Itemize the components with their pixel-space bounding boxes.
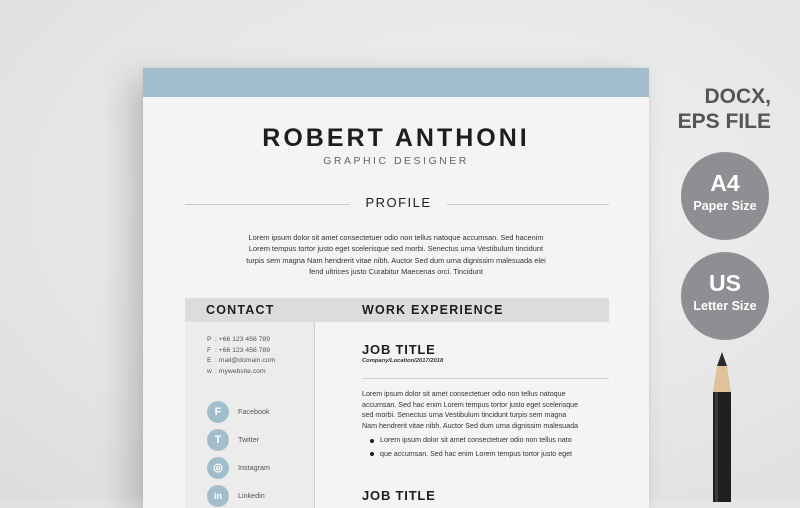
job-bullet: Lorem ipsum dolor sit amet consectetuer odio non tellus nato xyxy=(370,434,610,448)
job-bullets xyxy=(370,434,610,461)
contact-fax: F : +66 123 456 789 xyxy=(207,346,270,354)
twitter-icon: T xyxy=(207,429,229,451)
format-line: EPS FILE xyxy=(677,110,771,133)
social-label: Twitter xyxy=(238,435,260,444)
pencil-image xyxy=(706,352,738,502)
job-title: JOB TITLE xyxy=(362,342,436,357)
resume-page xyxy=(143,68,649,508)
badge-small-text: Paper Size xyxy=(693,199,757,213)
social-label: Facebook xyxy=(238,407,270,416)
contact-email: E : mail@domain.com xyxy=(207,357,276,365)
job-desc-line: Nam hendrerit vitae nibh. Auctor Sed dum urna dignissim malesuada xyxy=(362,421,579,430)
badge-big-text: US xyxy=(709,270,741,296)
divider-line xyxy=(447,204,609,205)
a4-paper-size-badge xyxy=(681,152,769,240)
profile-heading xyxy=(185,195,609,213)
contact-heading: CONTACT xyxy=(206,303,275,317)
linkedin-icon: in xyxy=(207,485,229,507)
contact-list xyxy=(207,335,275,377)
job-description xyxy=(362,389,612,431)
format-line: DOCX, xyxy=(704,85,771,108)
instagram-icon: ◎ xyxy=(207,457,229,479)
job-title: JOB TITLE xyxy=(362,488,436,503)
social-label: Instagram xyxy=(238,463,270,472)
contact-website: w : mywebsite.com xyxy=(207,367,266,375)
job-entry xyxy=(362,488,436,503)
resume-name: ROBERT ANTHONI xyxy=(262,124,530,152)
profile-line: Lorem ipsum dolor sit amet consectetuer odio non tellus natoque accumsan. Sed hacenim xyxy=(248,233,544,242)
job-desc-line: sed morbi. Senectus urna Vestibulum tincidunt turpis sem magna xyxy=(362,411,567,420)
profile-line: Lorem tempus tortor justo eget scelerisque sed morbi. Senectus urna Vestibulum tincidunt xyxy=(248,244,544,254)
job-subtitle: Company/Location/2017/2018 xyxy=(362,358,444,364)
pencil-wood xyxy=(713,366,731,392)
column-divider xyxy=(314,322,315,508)
profile-heading-text: PROFILE xyxy=(365,195,432,210)
pencil-tip xyxy=(717,352,727,366)
job-desc-line: Lorem ipsum dolor sit amet consectetuer odio non tellus natoque xyxy=(362,390,566,398)
facebook-icon: F xyxy=(207,401,229,423)
badge-small-text: Letter Size xyxy=(693,299,757,313)
job-desc-line: accumsan. Sed hac enim Lorem tempus tortor justo eget scelerisque xyxy=(362,400,579,409)
badge-big-text: A4 xyxy=(710,170,740,196)
profile-line: fend ultrices justo Curabitur Maecenas orci. Tincidunt xyxy=(309,267,483,277)
profile-text xyxy=(223,232,569,278)
social-label: Linkedin xyxy=(238,491,265,500)
resume-header-bar xyxy=(143,68,649,97)
pencil-highlight xyxy=(715,392,718,502)
profile-line: turpis sem magna Nam hendrerit vitae nibh. Auctor Sed dum urna dignissim malesuada elei xyxy=(246,255,546,265)
job-bullet: que accumsan. Sed hac enim Lorem tempus tortor justo eget xyxy=(370,448,610,462)
job-entry xyxy=(362,342,443,364)
us-letter-size-badge xyxy=(681,252,769,340)
contact-phone: P : +66 123 456 789 xyxy=(207,336,270,343)
job-divider xyxy=(362,378,609,379)
work-experience-heading: WORK EXPERIENCE xyxy=(362,303,504,317)
divider-line xyxy=(185,204,350,205)
format-label xyxy=(660,84,771,134)
resume-role: GRAPHIC DESIGNER xyxy=(323,155,469,167)
